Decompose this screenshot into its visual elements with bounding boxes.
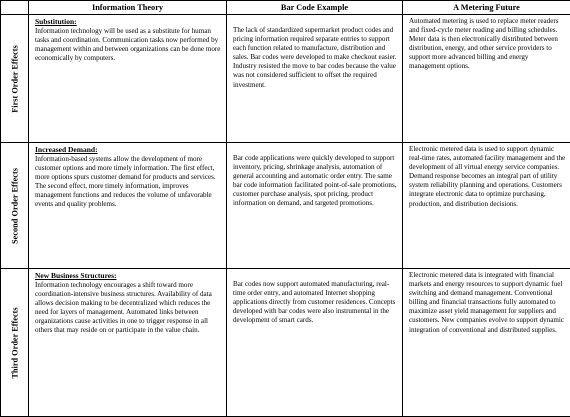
cell-information-theory — [29, 15, 227, 143]
row-label-third-order: Third Order Effects — [10, 307, 19, 378]
row-label-cell — [1, 15, 29, 143]
row-label-first-order: First Order Effects — [10, 45, 19, 113]
cell-heading: Increased Demand: — [35, 145, 222, 155]
row-label-second-order: Second Order Effects — [10, 168, 19, 244]
column-header-metering-future: A Metering Future — [403, 1, 570, 15]
row-label-cell — [1, 143, 29, 269]
column-header-information-theory: Information Theory — [29, 1, 227, 15]
cell-text: Bar code applications were quickly developed to support inventory, pricing, shrinkage analysis, automation of general accounting and automatic order entry. The same bar code information facilitated point-of-sale promotions, customer purchase analysis, spot pricing, product information on demand, and targeted promotions. — [233, 145, 398, 209]
row-label-cell — [1, 269, 29, 417]
cell-bar-code-example — [227, 269, 403, 417]
cell-heading: New Business Structures: — [35, 271, 222, 281]
cell-text: Electronic metered data is integrated with financial markets and energy resources to support dynamic fuel switching and demand management. Conventional billing and financial transactions fully automated to maximize asset yield management for suppliers and customers. New companies evolve to support dynamic integration of conventional and distributed supplies. — [409, 271, 566, 335]
cell-bar-code-example — [227, 15, 403, 143]
column-header-bar-code-example: Bar Code Example — [227, 1, 403, 15]
cell-text: Information-based systems allow the development of more customer options and more timely information. The first effect, more options spurs customer demand for products and services. The second effect, more timely information, improves management functions and reduces the volume of unfavorable events and quality problems. — [35, 155, 222, 210]
cell-metering-future — [403, 269, 570, 417]
cell-heading: Substitution: — [35, 17, 222, 27]
cell-information-theory — [29, 143, 227, 269]
cell-text: The lack of standardized supermarket product codes and pricing information required separate entries to support each function related to manufacture, distribution and sales. Bar codes were developed to make checkout easier. Industry resisted the move to bar codes because the value was not considered sufficient to offset the required investment. — [233, 17, 398, 90]
header-row — [1, 1, 570, 15]
cell-text: Bar codes now support automated manufacturing, real-time order entry, and automated Internet shopping applications directly from customer residences. Concepts developed with bar codes were also instrumental in the development of smart cards. — [233, 271, 398, 325]
cell-bar-code-example — [227, 143, 403, 269]
cell-metering-future — [403, 143, 570, 269]
corner-cell — [1, 1, 29, 15]
cell-metering-future — [403, 15, 570, 143]
row-first-order — [1, 15, 570, 143]
cell-text: Information technology will be used as a substitute for human tasks and coordination. Communication tasks now performed by management within and between organizations can be done more economically by computers. — [35, 27, 222, 63]
cell-text: Automated metering is used to replace meter readers and fixed-cycle meter reading and billing schedules. Meter data is then electronically distributed between distribution, energy, and other service providers to support more advanced billing and energy management options. — [409, 17, 566, 72]
cell-text: Electronic metered data is used to support dynamic real-time rates, automated facility management and the development of all virtual energy service companies. Demand response becomes an integral part of utility system reliability planning and operations. Customers integrate electronic data to optimize purchasing, production, and distribution decisions. — [409, 145, 566, 209]
cell-text: Information technology encourages a shift toward more coordination-intensive business structures. Availability of data allows decision making to be decentralized which reduces the need for layers of management. Automated links between organizations cause activities in one to trigger response in all others that may reside on or participate in the value chain. — [35, 281, 222, 336]
cell-information-theory — [29, 269, 227, 417]
row-third-order — [1, 269, 570, 417]
row-second-order — [1, 143, 570, 269]
